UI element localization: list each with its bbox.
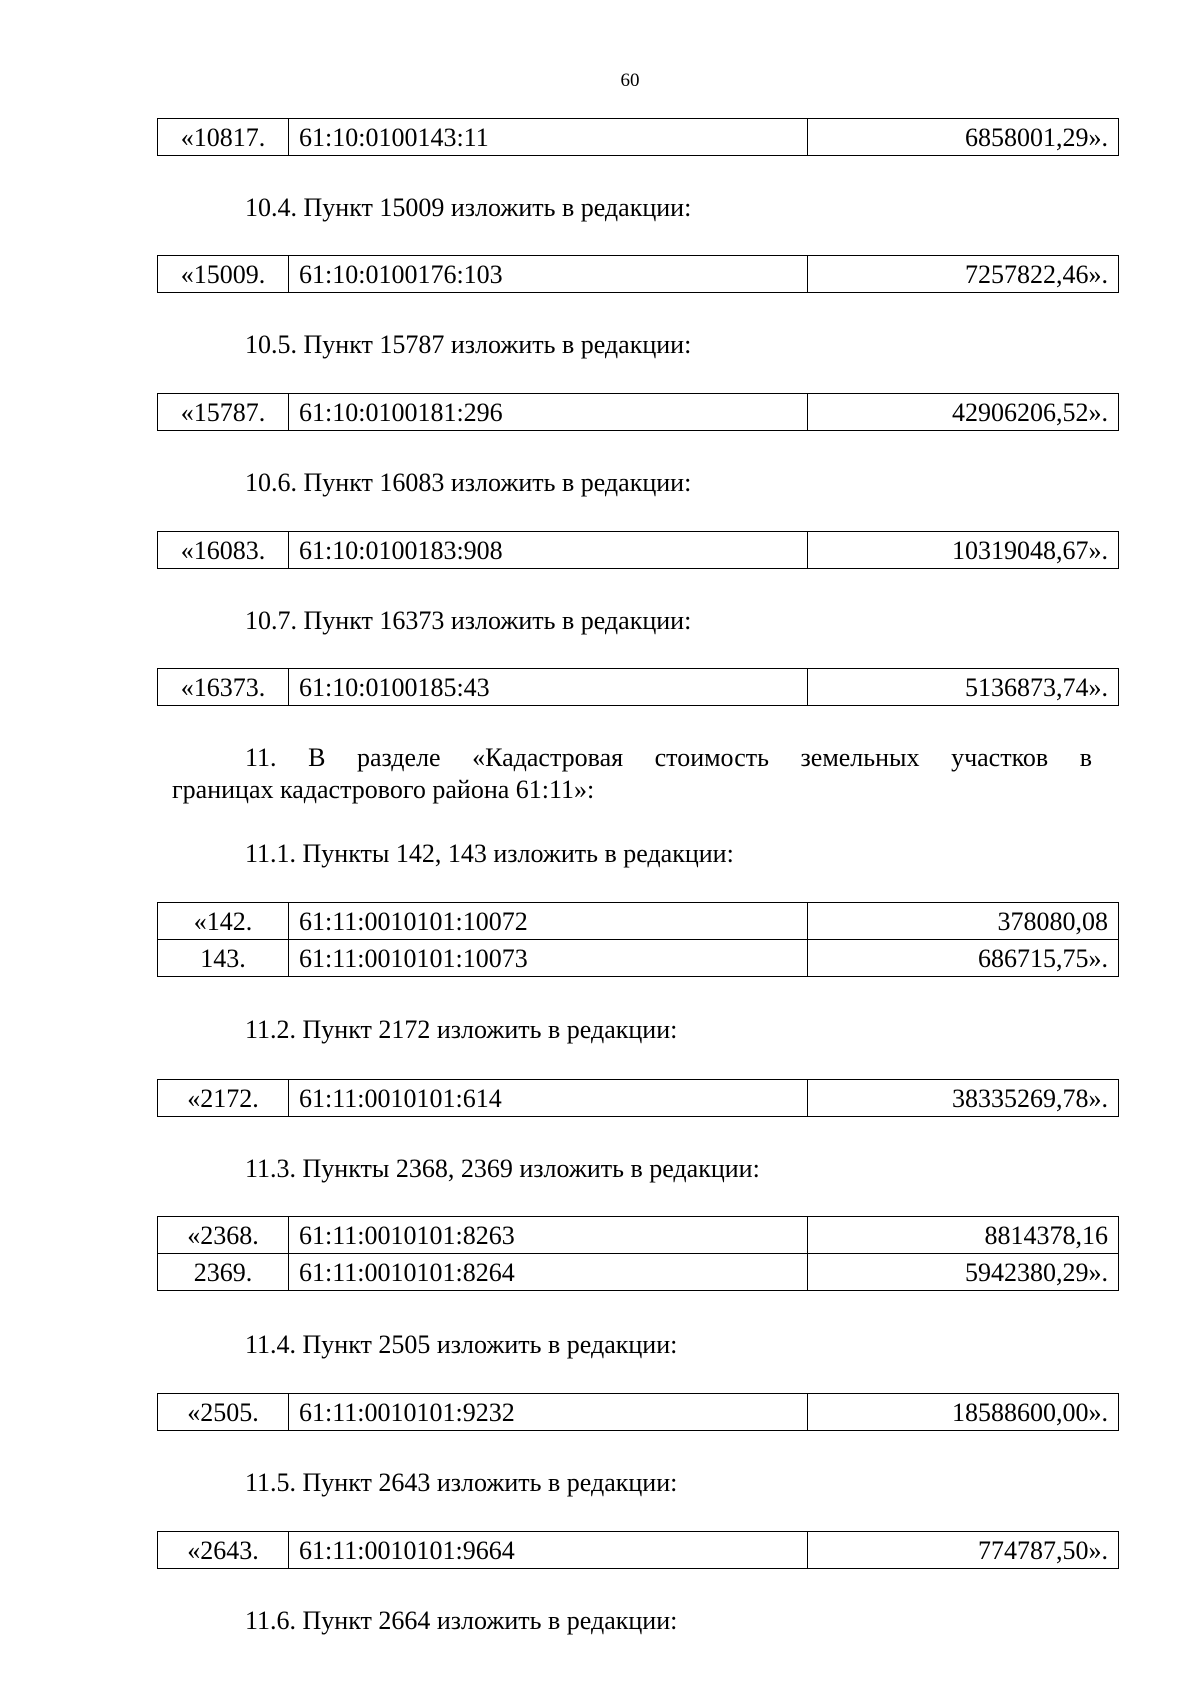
table-row [158, 256, 1119, 293]
cadastral-number: 61:10:0100181:296 [289, 394, 808, 431]
item-number: «2368. [158, 1217, 289, 1254]
page-number: 60 [620, 70, 640, 91]
cadastral-number: 61:10:0100176:103 [289, 256, 808, 293]
item-number: «142. [158, 903, 289, 940]
amendment-paragraph: 10.4. Пункт 15009 изложить в редакции: [245, 193, 692, 222]
item-number: «16373. [158, 669, 289, 706]
cadastral-table [157, 902, 1119, 977]
amendment-paragraph: 11.4. Пункт 2505 изложить в редакции: [245, 1330, 678, 1359]
table-row [158, 669, 1119, 706]
section-paragraph-line-1: 11. В разделе «Кадастровая стоимость земельных участков в [245, 743, 1092, 772]
amendment-paragraph: 10.5. Пункт 15787 изложить в редакции: [245, 330, 692, 359]
cadastral-value: 378080,08 [808, 903, 1119, 940]
cadastral-value: 5942380,29». [808, 1254, 1119, 1291]
cadastral-table [157, 1079, 1119, 1117]
section-paragraph [172, 742, 1092, 806]
table-row [158, 1254, 1119, 1291]
table-row [158, 532, 1119, 569]
table-row [158, 1532, 1119, 1569]
cadastral-number: 61:11:0010101:9232 [289, 1394, 808, 1431]
cadastral-table [157, 393, 1119, 431]
amendment-paragraph: 11.1. Пункты 142, 143 изложить в редакции: [245, 839, 734, 868]
cadastral-value: 686715,75». [808, 940, 1119, 977]
table-row [158, 1080, 1119, 1117]
cadastral-value: 18588600,00». [808, 1394, 1119, 1431]
item-number: «16083. [158, 532, 289, 569]
amendment-paragraph: 11.5. Пункт 2643 изложить в редакции: [245, 1468, 678, 1497]
item-number: «2505. [158, 1394, 289, 1431]
cadastral-value: 38335269,78». [808, 1080, 1119, 1117]
cadastral-number: 61:10:0100185:43 [289, 669, 808, 706]
cadastral-table [157, 1393, 1119, 1431]
item-number: «10817. [158, 119, 289, 156]
item-number: «2172. [158, 1080, 289, 1117]
item-number: «15009. [158, 256, 289, 293]
cadastral-number: 61:11:0010101:8264 [289, 1254, 808, 1291]
cadastral-number: 61:11:0010101:10072 [289, 903, 808, 940]
item-number: «2643. [158, 1532, 289, 1569]
amendment-paragraph: 10.6. Пункт 16083 изложить в редакции: [245, 468, 692, 497]
cadastral-table [157, 531, 1119, 569]
table-row [158, 394, 1119, 431]
cadastral-table [157, 1531, 1119, 1569]
cadastral-value: 42906206,52». [808, 394, 1119, 431]
cadastral-value: 774787,50». [808, 1532, 1119, 1569]
cadastral-value: 6858001,29». [808, 119, 1119, 156]
table-row [158, 119, 1119, 156]
table-row [158, 903, 1119, 940]
cadastral-value: 10319048,67». [808, 532, 1119, 569]
item-number: 2369. [158, 1254, 289, 1291]
table-row [158, 940, 1119, 977]
cadastral-table [157, 1216, 1119, 1291]
section-paragraph-line-2: границах кадастрового района 61:11»: [172, 775, 595, 804]
amendment-paragraph: 11.3. Пункты 2368, 2369 изложить в редакции: [245, 1154, 760, 1183]
table-row [158, 1394, 1119, 1431]
cadastral-number: 61:11:0010101:8263 [289, 1217, 808, 1254]
cadastral-value: 5136873,74». [808, 669, 1119, 706]
cadastral-number: 61:11:0010101:614 [289, 1080, 808, 1117]
cadastral-number: 61:11:0010101:9664 [289, 1532, 808, 1569]
cadastral-value: 7257822,46». [808, 256, 1119, 293]
amendment-paragraph: 11.6. Пункт 2664 изложить в редакции: [245, 1606, 678, 1635]
cadastral-number: 61:10:0100183:908 [289, 532, 808, 569]
amendment-paragraph: 11.2. Пункт 2172 изложить в редакции: [245, 1015, 678, 1044]
cadastral-table [157, 118, 1119, 156]
cadastral-value: 8814378,16 [808, 1217, 1119, 1254]
item-number: 143. [158, 940, 289, 977]
amendment-paragraph: 10.7. Пункт 16373 изложить в редакции: [245, 606, 692, 635]
cadastral-table [157, 668, 1119, 706]
cadastral-table [157, 255, 1119, 293]
item-number: «15787. [158, 394, 289, 431]
cadastral-number: 61:11:0010101:10073 [289, 940, 808, 977]
table-row [158, 1217, 1119, 1254]
cadastral-number: 61:10:0100143:11 [289, 119, 808, 156]
